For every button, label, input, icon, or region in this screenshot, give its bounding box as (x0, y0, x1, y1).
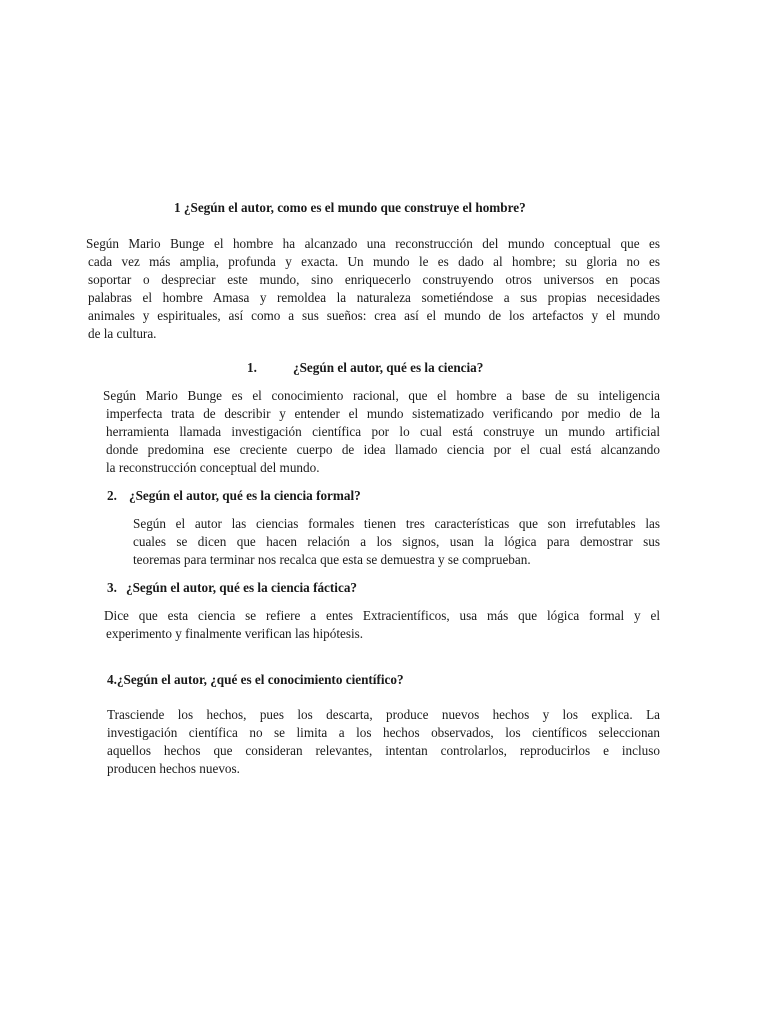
answer-5-paragraph (107, 706, 660, 778)
answer-1-line: cada vez más amplia, profunda y exacta. Un mundo le es dado al hombre; su gloria no es (88, 254, 660, 269)
answer-1-line: soportar o despreciar este mundo, sino enriquecerlo construyendo otros universos en pocas (88, 272, 660, 287)
answer-5-line: aquellos hechos que consideran relevantes, intentan controlarlos, reproducirlos e incluso (107, 743, 660, 758)
answer-2-line: la reconstrucción conceptual del mundo. (106, 460, 320, 475)
question-3-number: 2. (107, 488, 117, 503)
answer-1-line: de la cultura. (88, 326, 157, 341)
answer-1-line: Según Mario Bunge el hombre ha alcanzado una reconstrucción del mundo conceptual que es (86, 236, 660, 251)
question-4-heading (107, 579, 357, 597)
answer-4-paragraph (104, 607, 660, 643)
answer-4-line: Dice que esta ciencia se refiere a entes Extracientíficos, usa más que lógica formal y el (104, 608, 660, 623)
answer-5-line: investigación científica no se limita a los hechos observados, los científicos seleccionan (107, 725, 660, 740)
answer-2-line: Según Mario Bunge es el conocimiento racional, que el hombre a base de su inteligencia (103, 388, 660, 403)
question-4-title: ¿Según el autor, qué es la ciencia fáctica? (126, 580, 358, 595)
question-2-number: 1. (247, 360, 257, 375)
answer-3-line: teoremas para terminar nos recalca que esta se demuestra y se comprueban. (133, 552, 531, 567)
answer-1-paragraph (86, 235, 660, 343)
answer-3-paragraph (133, 515, 660, 569)
answer-2-paragraph (103, 387, 660, 477)
answer-5-line: producen hechos nuevos. (107, 761, 240, 776)
answer-1-line: animales y espirituales, así como a sus sueños: crea así el mundo de los artefactos y el mundo (88, 308, 660, 323)
question-3-heading (107, 487, 361, 505)
question-1-heading: 1 ¿Según el autor, como es el mundo que construye el hombre? (174, 200, 526, 215)
answer-4-line: experimento y finalmente verifican las hipótesis. (106, 626, 364, 641)
question-4-number: 3. (107, 580, 117, 595)
answer-3-line: Según el autor las ciencias formales tienen tres características que son irrefutables las (133, 516, 660, 531)
answer-3-line: cuales se dicen que hacen relación a los signos, usan la lógica para demostrar sus (133, 534, 660, 549)
question-2-title: ¿Según el autor, qué es la ciencia? (293, 360, 484, 375)
answer-2-line: imperfecta trata de describir y entender el mundo sistematizado verificando por medio de la (106, 406, 660, 421)
question-5-heading: 4.¿Según el autor, ¿qué es el conocimiento científico? (107, 672, 404, 687)
answer-5-line: Trasciende los hechos, pues los descarta, produce nuevos hechos y los explica. La (107, 707, 660, 722)
question-2-heading (247, 359, 483, 377)
answer-1-line: palabras el hombre Amasa y remoldea la naturaleza sometiéndose a sus propias necesidades (88, 290, 660, 305)
answer-2-line: herramienta llamada investigación científica por lo cual está construye un mundo artificial (106, 424, 660, 439)
question-3-title: ¿Según el autor, qué es la ciencia formal? (129, 488, 361, 503)
answer-2-line: donde predomina ese creciente cuerpo de idea llamado ciencia por el cual está alcanzando (106, 442, 660, 457)
